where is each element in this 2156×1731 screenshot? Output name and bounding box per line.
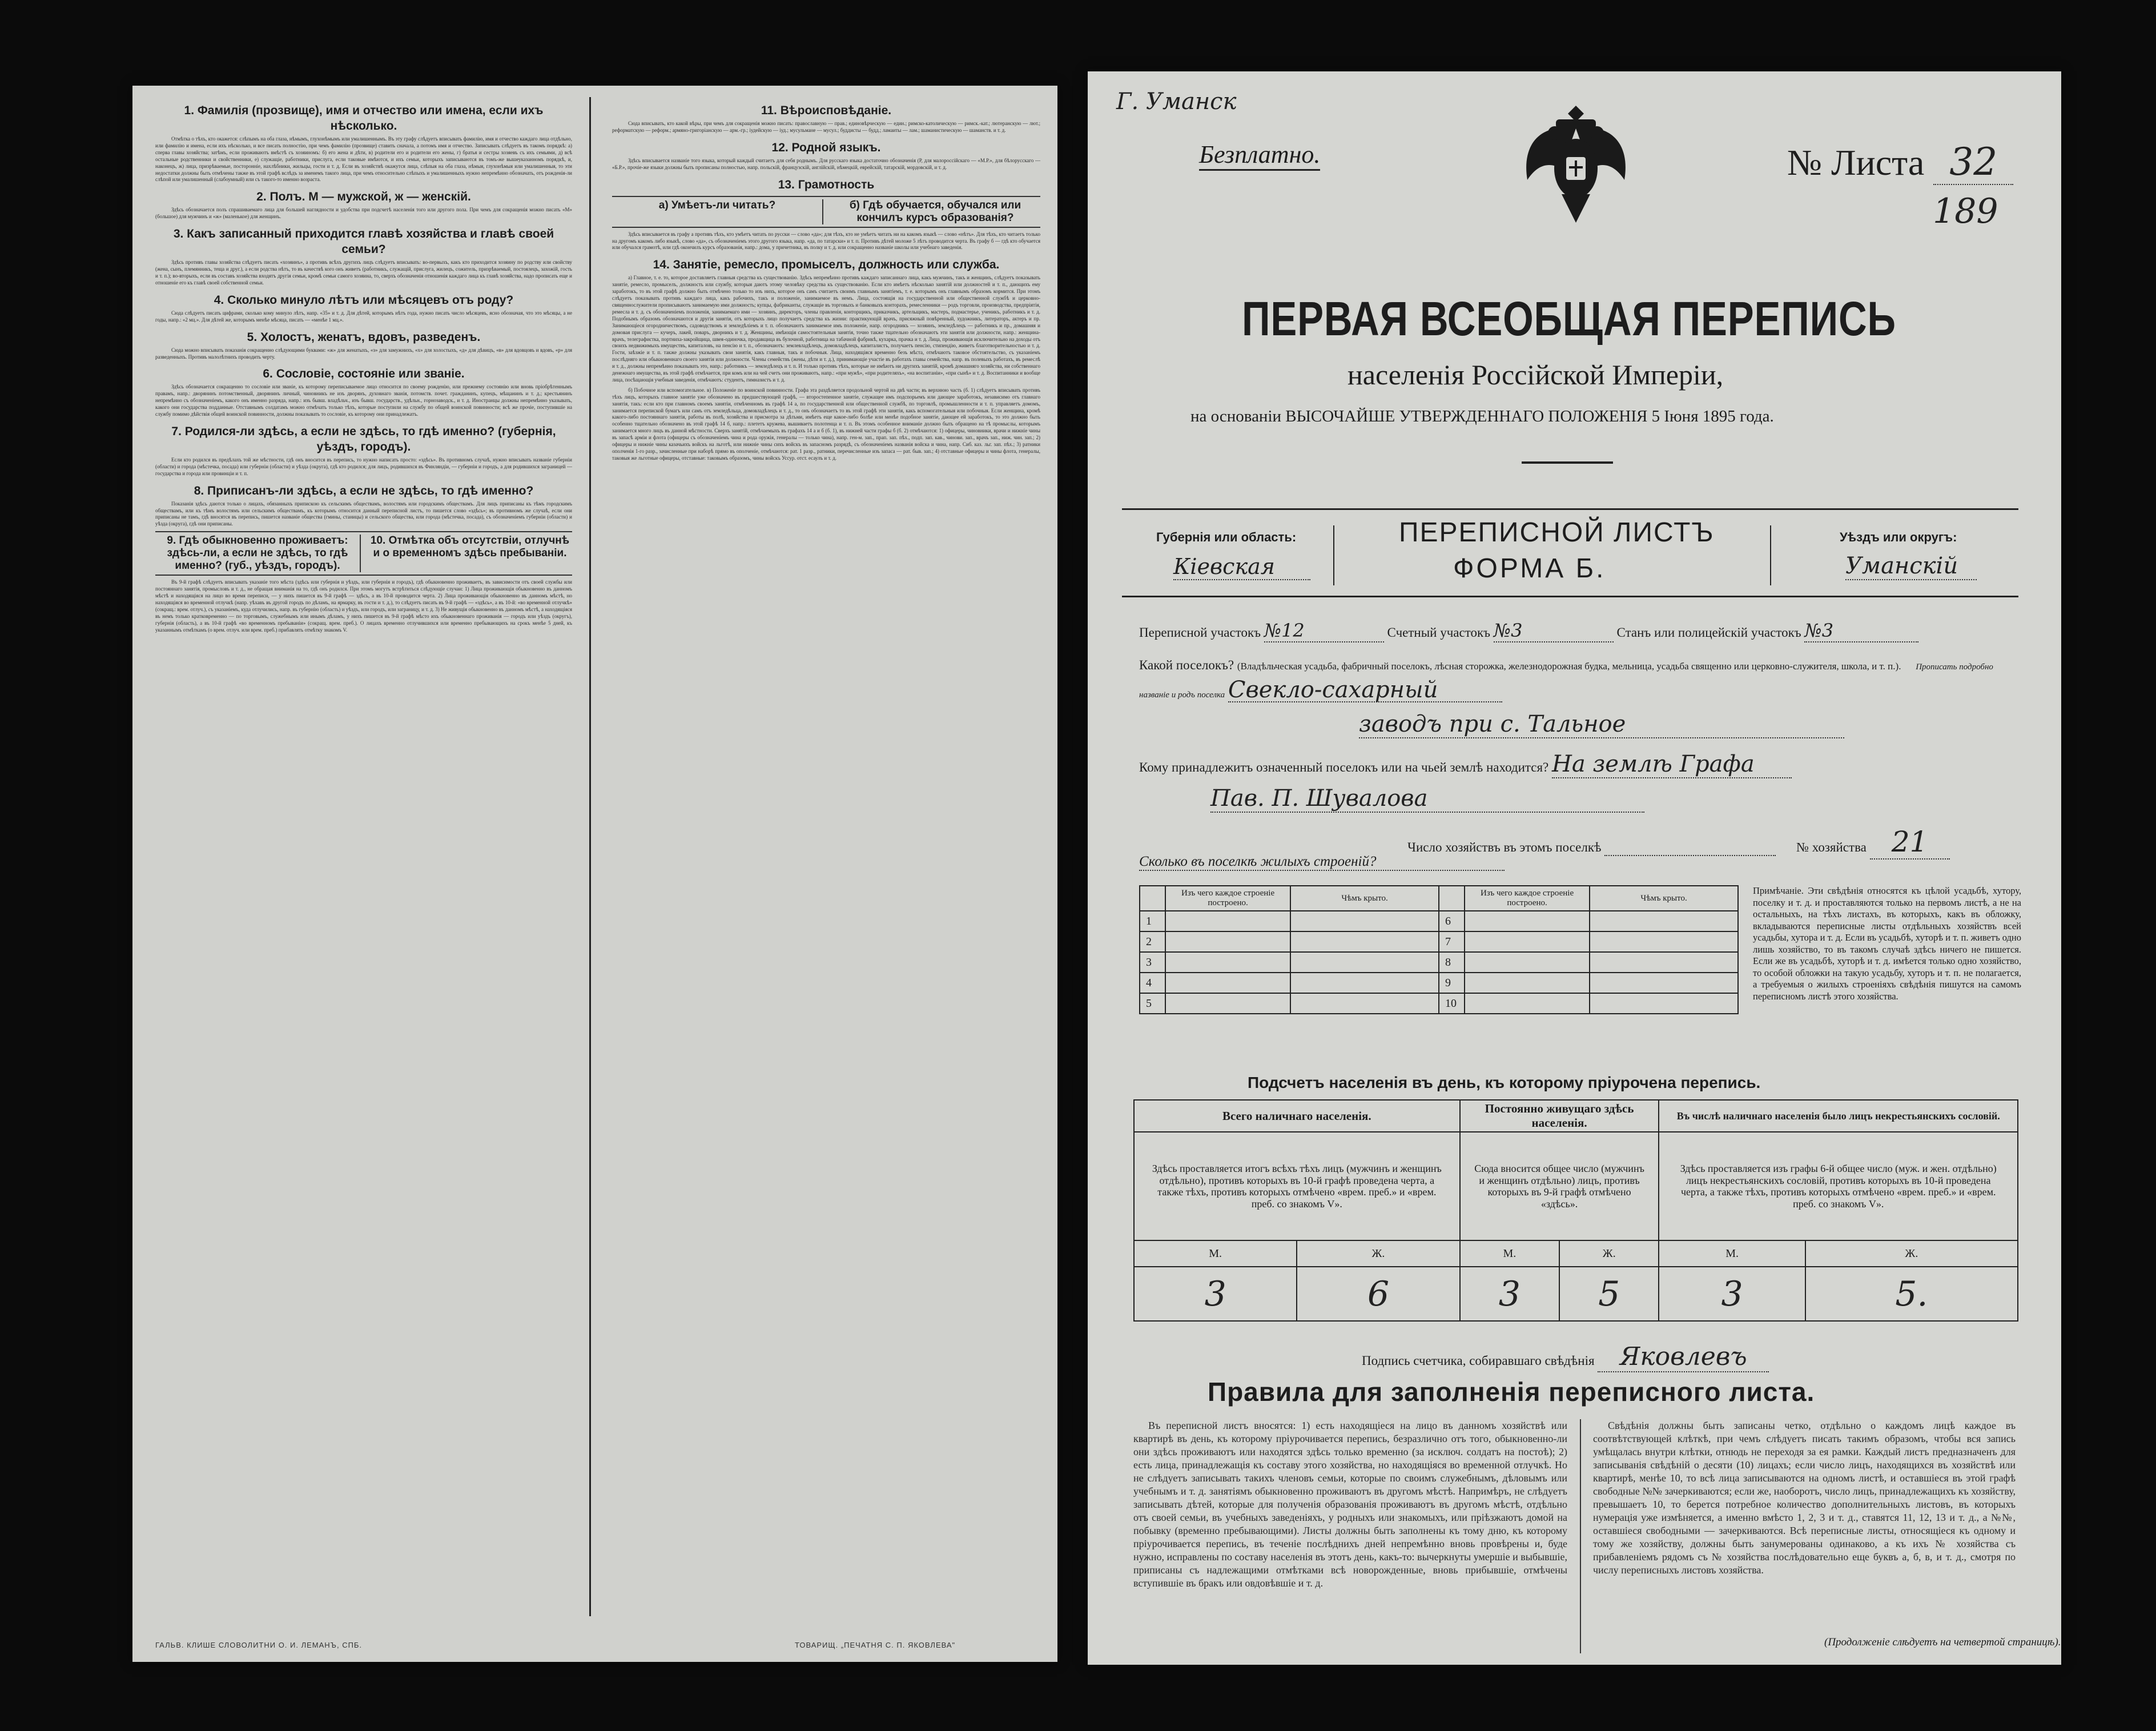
- stamp-number: 189: [1933, 191, 1998, 231]
- section-heading: 12. Родной языкъ.: [771, 140, 881, 154]
- left-page-instructions: [132, 86, 1057, 1662]
- section-heading: 4. Сколько минуло лѣтъ или мѣсяцевъ отъ роду?: [214, 293, 514, 307]
- row-number: 9: [1439, 973, 1465, 993]
- continued-note: (Продолженіе слѣдуетъ на четвертой страницѣ).: [1824, 1636, 2061, 1648]
- m-label: М.: [1460, 1240, 1559, 1267]
- section-text: Здѣсь противъ главы хозяйства слѣдуетъ писать «хозяинъ», а противъ всѣхъ другихъ лицъ слѣдуетъ вписывать: во-первыхъ, какъ кто приходится хозяину по родству или свойству (жена, сынъ, племянникъ, теща и друг.), а если родства нѣтъ, то въ качествѣ кого онъ живетъ (работникъ, служащій, прислуга, жилецъ, сожитель, призрѣваемый, постоялецъ, захожій, гость и т. п.); во-вторыхъ, если въ составъ хозяйства входятъ другія семьи, кромѣ семьи самого хозяина, то, сверхъ обозначенія отношенія каждаго лица къ главѣ хозяйства, надо прописать еще и отношеніе его къ главѣ своей собственной семьи.: [155, 259, 572, 286]
- count-h2: Постоянно живущаго здѣсь населенія.: [1460, 1100, 1659, 1132]
- uezd-label: Уѣздъ или округъ:: [1840, 530, 1957, 544]
- uezd-box: [1770, 525, 2000, 585]
- uchastok-value: №12: [1264, 620, 1384, 642]
- poselok-value-2: заводъ при с. Тальное: [1359, 711, 1844, 738]
- split-heading-left: а) Умѣетъ-ли читать?: [612, 199, 823, 224]
- households-value: [1604, 840, 1776, 856]
- poselok-hint-2: Прописать подробно названіе и родъ поселка: [1139, 662, 1993, 700]
- rules-left-column: Въ переписной листъ вносятся: 1) есть находящіеся на лицо въ данномъ хозяйствѣ или квартирѣ въ день, къ которому пріурочивается перепись, безразлично отъ того, обыкновенно-ли они здѣсь проживаютъ или находятся здѣсь только временно (за исключ. солдатъ на постоѣ); 2) есть лица, принадлежащія къ составу этого хозяйства, но находящіяся во временной отлучкѣ. Но не слѣдуетъ записывать такихъ членовъ семьи, которые по своимъ служебнымъ, дѣловымъ или учебнымъ и т. д. занятіямъ обыкновенно проживаютъ въ другомъ мѣстѣ. Напримѣръ, не слѣдуетъ записывать дѣтей, которые для полученія образованія проживаютъ въ другомъ мѣстѣ, отдѣльно отъ своей семьи, въ учебныхъ заведеніяхъ, у родныхъ или знакомыхъ, или пріѣзжаютъ домой на побывку (временно пребывающими). Листы должны быть заполнены къ тому дню, къ которому пріурочивается перепись, въ теченіе послѣднихъ дней непремѣнно вновь провѣрены и, буде нужно, исправлены по составу населенія въ этотъ день, какъ-то: вычеркнуты умершіе и выбывшіе, приписаны съ надлежащими отмѣтками всѣ новорожденные, вновь прибывшіе, отмѣчены вступившіе въ бракъ или овдовѣвшіе и т. д.: [1133, 1420, 1567, 1589]
- rules-divider: [1580, 1419, 1581, 1653]
- section-heading: 1. Фамилія (прозвище), имя и отчество или имена, если ихъ нѣсколько.: [184, 104, 544, 132]
- count-d3: Здѣсь проставляется изъ графы 6-й общее число (муж. и жен. отдѣльно) лицъ некрестьянскихъ сословій, противъ которыхъ въ 10-й проведена черта, а также тѣхъ, противъ которыхъ отмѣчено «врем. преб.» и «врем. преб. со знакомъ V».: [1659, 1132, 2018, 1240]
- count-h1: Всего наличнаго населенія.: [1134, 1100, 1460, 1132]
- buildings-h2-right: Чѣмъ крыто.: [1590, 886, 1738, 911]
- count-value: 3: [1460, 1267, 1559, 1321]
- row-number: 2: [1140, 931, 1165, 952]
- household-no-value: 21: [1870, 825, 1950, 860]
- section-heading: 13. Грамотность: [778, 178, 875, 191]
- gubernia-box: [1122, 525, 1334, 585]
- split-heading-left: 9. Гдѣ обыкновенно проживаетъ: здѣсь-ли, а если не здѣсь, то гдѣ именно? (губ., уѣздъ, городъ).: [155, 535, 361, 572]
- uezd-value: Уманскій: [1845, 553, 1977, 580]
- row-number: 10: [1439, 993, 1465, 1014]
- section-text: Здѣсь обозначается сокращенно то сословіе или званіе, къ которому переписываемое лицо относится по своему рожденію, или прежнему состоянію или вновь пріобрѣтеннымъ правамъ, напр.: дворянинъ потомственный, дворянинъ личный, чиновникъ не изъ дворянъ, духовнаго званія, потомств. почет. гражданинъ, купецъ, мѣщанинъ и т. д.; крестьянинъ непремѣнно съ обозначеніемъ, какого онъ именно разряда, напр.: изъ бывш. владѣльч., изъ бывш. государств., удѣльн., горнозаводск., и т. д. Иностранцы должны непремѣнно указывать, какого они государства подданные. Отставнымъ солдатамъ можно отмѣчать только тѣхъ, которые поступили на службу по общей воинской повинности; всѣ же прочіе, поступившіе на службу помимо дѣйствія общей воинской повинности, должны показывать то сословіе, къ которому они принадлежатъ.: [155, 384, 572, 417]
- buildings-note: Примѣчаніе. Эти свѣдѣнія относятся къ цѣлой усадьбѣ, хутору, поселку и т. д. и проставляются только на первомъ листѣ, а не на остальныхъ, на тѣхъ листахъ, въ которыхъ, какъ въ обложку, вкладываются переписные листы отдѣльныхъ хозяйствъ всей усадьбы, хутора и т. д. Если въ усадьбѣ, хуторѣ и т. п. живетъ одно лишь хозяйство, то въ такомъ случаѣ здѣсь ничего не пишется. Если же въ усадьбѣ, хуторѣ и т. д. имѣется только одно хозяйство, то особой обложки на такую усадьбу, хуторъ и т. п. не полагается, а требуемыя о жилыхъ строеніяхъ свѣдѣнія пишутся на самомъ переписномъ листѣ этого хозяйства.: [1753, 885, 2021, 1002]
- section-text: Сюда можно вписывать показанія сокращенно слѣдующими буквами: «ж» для женатыхъ, «з» для замужнихъ, «х» для холостыхъ, «д» для дѣвицъ, «в» для вдовцовъ и вдовъ, «р» для разведенныхъ. Противъ малолѣтнихъ проводить черту.: [155, 347, 572, 360]
- row-number: 6: [1439, 911, 1465, 931]
- signature-label: Подпись счетчика, собиравшаго свѣдѣнія: [1362, 1354, 1595, 1368]
- buildings-table: [1139, 885, 1739, 1014]
- section-text: Если кто родился въ предѣлахъ той же мѣстности, гдѣ онъ вносится въ перепись, то нужно написать просто: «здѣсь». Въ противномъ случаѣ, нужно вписывать названіе губерніи (области) и города (мѣстечка, посада) или губерніи (области) и уѣзда (округа), гдѣ кто родился; для лицъ, родившихся въ Финляндіи, — губерніи и городъ, а для родившихся заграницей — государства и города или провинціи и т. п.: [155, 456, 572, 476]
- buildings-question: Сколько въ поселкѣ жилыхъ строеній?: [1139, 854, 1505, 871]
- title-separator: [1522, 461, 1613, 464]
- count-d1: Здѣсь проставляется итогъ всѣхъ тѣхъ лицъ (мужчинъ и женщинъ отдѣльно), противъ которыхъ въ 10-й графѣ проведена черта, а также тѣхъ, противъ которыхъ отмѣчено «врем. преб.» и «врем. преб. со знакомъ V».: [1134, 1132, 1460, 1240]
- split-heading-right: 10. Отмѣтка объ отсутствіи, отлучнѣ и о временномъ здѣсь пребываніи.: [370, 535, 570, 560]
- count-title: Подсчетъ населенія въ день, къ которому пріурочена перепись.: [1248, 1074, 1761, 1091]
- count-value: 6: [1297, 1267, 1459, 1321]
- count-h3: Въ числѣ наличнаго населенія было лицъ некрестьянскихъ сословій.: [1659, 1100, 2018, 1132]
- table-row: [1140, 911, 1738, 931]
- column-divider: [589, 97, 591, 1616]
- buildings-h2: Чѣмъ крыто.: [1290, 886, 1439, 911]
- section-heading: 2. Полъ. М — мужской, ж — женскій.: [256, 190, 471, 204]
- sheet-number-value: 32: [1933, 140, 2013, 185]
- section-heading: 3. Какъ записанный приходится главѣ хозяйства и главѣ своей семьи?: [173, 227, 554, 256]
- m-label: М.: [1659, 1240, 1805, 1267]
- section-text: Здѣсь обозначается полъ спрашиваемаго лица для большей наглядности и удобства при подсчетѣ населенія того или другого пола. При чемъ для сокращенія можно писать «М» (большое) для мужчинъ и «ж» (маленькое) для женщинъ.: [155, 207, 572, 220]
- schet-value: №3: [1494, 620, 1614, 642]
- poselok-value-1: Свекло-сахарный: [1228, 678, 1502, 702]
- stan-value: №3: [1804, 620, 1918, 642]
- split-heading-right: б) Гдѣ обучается, обучался или кончилъ курсъ образованія?: [849, 199, 1021, 224]
- split-heading: [612, 196, 1040, 228]
- section-text: Здѣсь вписывается названіе того языка, который каждый считаетъ для себя роднымъ. Для русскаго языка достаточно обозначенія (Р, для малороссійскаго — «М.Р.», для бѣлорусскаго — «Б.Р.», прочіе-же языки должны быть прописаны полностью, напр. польскій, французскій, англійскій, нѣмецкій, еврейскій, татарскій, мордовскій, и т. д.: [612, 157, 1040, 170]
- zh-label: Ж.: [1559, 1240, 1659, 1267]
- section-text: б) Побочное или вспомогательное. в) Положеніе по воинской повинности. Графа эта раздѣляется продольной чертой на двѣ части; въ верхнюю часть (б. 1) слѣдуетъ вписывать противъ тѣхъ лицъ, которыхъ главное занятіе уже обозначено въ предшествующей графѣ, — второстепенное занятіе, служащее имъ подспорьемъ или дающее заработокъ, независимо отъ главнаго занятія, такъ: если кто при главномъ своемъ занятіи, отмѣченномъ въ графѣ 14 а, по государственной или общественной службѣ, по торговлѣ, промышленности и т. п. управляетъ домомъ, занимается перепиской бумагъ или самъ отъ земледѣльца, домовладѣлецъ и т. д., то онъ обозначаетъ то въ этой графѣ эти занятія, какъ вспомогательныя или побочныя. Если женщина, кромѣ какого-либо постояннаго занятія, работы въ полѣ, хозяйства и присмотра за дѣтьми, имѣетъ еще какое-либо болѣе или менѣе подобное занятіе, дающее ей заработокъ, то это должно быть особенно тщательно обозначено въ этой графѣ 14 б, напр.: плететъ кружева, вышиваетъ полотенца и т. п. Въ этомъ особенное вниманіе должно быть обращено на тѣ промыслы, которымъ занимается много лицъ въ данной мѣстности. Сверхъ занятій, отмѣчаемыхъ въ графахъ 14 а и б (б. 1), въ нижней части графы б (б. 2) отмѣчаются: 1) офицеры, чиновники, врачи и нижніе чины въ запасѣ арміи и флота (офицеры съ обозначеніемъ чина и рода оружія, генералы — только чина), напр. ген-м. зап., прап. зап. пѣх., подп. зап. кав., чинови. зап., врачъ зап., ниж. чин. зап.; 2) офицеры и нижніе чины казачьихъ войскъ на льготѣ, или нижніе чины сихъ войскъ въ запасномъ разрядѣ, съ обозначеніемъ названія войска и чина, напр. Сиб. каз. льг. зап. пѣх.; 3) ратники ополченія 1-го разр., зачисленные при наборѣ прямо въ ополченіе, отмѣчаются: рат. 1 разр., ратники, перечисленные изъ запаса — рат. быв. зап.; 4) отставные офицеры и чины флота, генералы, таковыя же льготные офицеры, отставные: таковымъ образомъ, чины войскъ Уссур. отст. есаулъ и т. д.: [612, 387, 1040, 461]
- poselok-question: [1139, 654, 2018, 706]
- split-heading: [155, 531, 572, 576]
- instructions-column-2: [612, 97, 1040, 1662]
- household-no-label: № хозяйства: [1796, 840, 1867, 854]
- signature-value: Яковлевъ: [1598, 1342, 1769, 1372]
- buildings-table-header: [1140, 886, 1738, 911]
- signature-row: [1362, 1342, 1769, 1372]
- row-number: 5: [1140, 993, 1165, 1014]
- owner-value-1: На землѣ Графа: [1552, 751, 1792, 778]
- row-number: 8: [1439, 952, 1465, 973]
- row-number: 3: [1140, 952, 1165, 973]
- section-heading: 11. Вѣроисповѣданіе.: [761, 104, 892, 117]
- rules-title: Правила для заполненія переписного листа.: [1208, 1377, 1815, 1407]
- owner-value-2: Пав. П. Шувалова: [1210, 785, 1644, 813]
- section-heading: 6. Сословіе, состояніе или званіе.: [263, 367, 465, 381]
- rules-right-column: Свѣдѣнія должны быть записаны четко, отдѣльно о каждомъ лицѣ каждое въ соотвѣтствующей клѣткѣ, при чемъ слѣдуетъ писать такимъ образомъ, чтобы вся запись умѣщалась внутри клѣтки, отнюдь не переходя за ея рамки. Каждый листъ предназначенъ для записыванія свѣдѣній о десяти (10) лицахъ; если число лицъ, находящихся въ хозяйствѣ или квартирѣ, менѣе 10, то всѣ лица записываются на одномъ листѣ, и оставшіеся въ этой графѣ свободные №№ зачеркиваются; если же, наоборотъ, число лицъ, принадлежащихъ къ хозяйству, превышаетъ 10, то берется потребное количество дополнительныхъ листовъ, въ которыхъ нумерація уже измѣняется, а именно вмѣсто 1, 2, 3 и т. д., ставятся 11, 12, 13 и т. д., а №№, оставшіеся свободными — зачеркиваются. Всѣ переписные листы, относящіеся къ одному и тому же хозяйству, должны быть занумерованы одинаково, а къ ихъ № хозяйства съ прибавленіемъ рядомъ съ № хозяйства послѣдовательно еще буквъ а, б, в, и т. д., смотря по числу переписныхъ листовъ хозяйства.: [1593, 1420, 2016, 1576]
- row-number: 4: [1140, 973, 1165, 993]
- stan-label: Станъ или полицейскій участокъ: [1616, 625, 1801, 640]
- count-d2: Сюда вносится общее число (мужчинъ и женщинъ отдѣльно) лицъ, противъ которыхъ въ 9-й графѣ отмѣчено «здѣсь».: [1460, 1132, 1659, 1240]
- section-text: Отмѣтка о тѣхъ, кто окажется: слѣпымъ на оба глаза, нѣмымъ, глухонѣмымъ или умалишеннымъ. Въ эту графу слѣдуетъ вписывать фамилію, имя и отчество каждаго лица отдѣльно, или фамилію и имена, если ихъ нѣсколько, и все писать полностію, при чемъ фамилію (прозвище) ставить сначала, а потомъ имя и отчество. Записывать слѣдуетъ въ такомъ порядкѣ: а) сперва главы хозяйства; затѣмъ, если проживаютъ вмѣстѣ съ хозяиномъ: б) его жена и дѣти, в) родители его и родители его жены, г) братья и сестры хозяевъ съ ихъ семьями, д) всѣ остальные родственники и свойственники, е) служащіе, работники, прислуга, если таковые имѣются, и ихъ семьи, которыхъ записываются въ томъ-же вышеуказанномъ порядкѣ, и, наконецъ, ж) лица, призрѣваемые, посторонніе, нахлѣбники, жильцы, гости и т. д. Если въ хозяйствѣ окажутся лица, слѣпыя на оба глаза, нѣмыя, глухонѣмыя или умалишенныя, то эти недостатки должны быть отмѣчены также въ этой графѣ вслѣдъ за именемъ такого лица, при чемъ относительно слѣпыхъ и умалишенныхъ нужно непремѣнно обозначать, отъ рожденія-ли слѣпой или умалишенный (слабоумный) или съ такого-то именно возраста.: [155, 136, 572, 183]
- schet-label: Счетный участокъ: [1387, 625, 1491, 640]
- count-value: 5: [1559, 1267, 1659, 1321]
- buildings-h1: Изъ чего каждое строеніе построено.: [1165, 886, 1290, 911]
- sheet-number-field: [1787, 140, 2013, 185]
- m-label: М.: [1134, 1240, 1297, 1267]
- poselok-hint: (Владѣльческая усадьба, фабричный поселокъ, лѣсная сторожка, железнодорожная будка, мельница, усадьба священно или церковно-служителя, школа, и т. п.).: [1237, 661, 1901, 672]
- section-heading: 8. Приписанъ-ли здѣсь, а если не здѣсь, то гдѣ именно?: [194, 484, 534, 497]
- buildings-h1-right: Изъ чего каждое строеніе построено.: [1465, 886, 1590, 911]
- section-text: а) Главное, т. е. то, которое доставляетъ главныя средства къ существованію. Здѣсь непремѣнно противъ каждаго записаннаго лица, какъ мужчинъ, такъ и женщинъ, слѣдуетъ показывать занятіе, ремесло, промыселъ, должность или службу, которыя даютъ этому человѣку средства къ существованію. Если кто имѣетъ нѣсколько занятій или должностей и т. п., дающихъ ему заработокъ, то въ этой графѣ должно быть отмѣчено только то изъ нихъ, которое онъ самъ считаетъ своимъ главнымъ занятіемъ, т. е. которымъ онъ главнымъ образомъ кормится. При этомъ слѣдуетъ показывать противъ каждаго лица, какъ рабочихъ, такъ и положеніе, занимаемое въ немъ. Лица, состоящія на государственной или общественной службѣ и церковно-священнослужители прописываютъ занимаемую ими должность; купцы, фабриканты, служащіе въ торговыхъ и банковыхъ конторахъ, ремесленники — родъ торговли, производства, предпріятія, ремесла и т. д. съ обозначеніемъ положенія, занимаемаго ими — хозяинъ, директоръ, члены правленія, конторщикъ, приказчикъ, артельщикъ, мастеръ, подмастерье, ученикъ, работникъ и т. д. Подобнымъ образомъ обозначаются и другія занятія, отъ которыхъ лицо получаетъ средства къ жизни: практикующій врачъ, присяжный повѣренный, художникъ, литераторъ, актеръ и пр. Занимающіеся огородничествомъ, садоводствомъ и земледѣліемъ и т. п. обозначаютъ занимаемое имъ положеніе, напр. огородникъ — хозяинъ, земледѣлецъ — работникъ и пр., домашняя и домовая прислуга — кучеръ, лакей, поваръ, дворникъ и т. д. Женщины, имѣющія самостоятельныя занятія, точно также тщательно обозначаютъ эти занятія или должности, напр.: женщина-врачъ, телеграфистка, портниха-закройщица, швея-одиночка, продавщица въ булочной, работница на табачной фабрикѣ, кухарка, прачка и т. д. Лица, проживающія исключительно на доходы отъ своихъ недвижимыхъ имуществъ, капиталовъ, на пенсію и т. п., обозначаютъ: землевладѣлецъ, домовладѣлецъ, капиталистъ, получаетъ пенсію, стипендію, живетъ благотворительностью и т. д. Гости, заѣзжіе и т. п. также должны указывать свои занятія, какъ главныя, такъ и побочныя. Лица, находящіяся временно безъ мѣста, отмѣчаютъ таковое обстоятельство, съ указаніемъ послѣдняго или обыкновеннаго своего занятія или должности. Члены семействъ (жены, дѣти и т. д.), принимающіе участіе въ работахъ главы семейства, напр. въ полевыхъ работахъ, въ ремеслѣ и т. д., должны непремѣнно показывать это, напр.: работникъ — земледѣлецъ и т. п. И только противъ тѣхъ, которые не имѣютъ ни другихъ занятій, кромѣ домашняго хозяйства, ни собственнаго денежнаго имущества, въ этой графѣ отмѣчается, при комъ или на чей счетъ они проживаютъ, напр.: «при мужѣ», «при родителяхъ», «на воспитаніи», «при сынѣ» и т. д. Воспитанники и вообще лица, посѣщающія учебныя заведенія, отмѣчаютъ: студентъ, гимназистъ и т. д.: [612, 275, 1040, 383]
- table-row: [1140, 931, 1738, 952]
- section-text: Сюда вписывать, кто какой вѣры, при чемъ для сокращенія можно писать: православную — прав.; единовѣрческую — един.; римско-католическую — римск.-кат.; лютеранскую — лют.; реформатскую — реформ.; армяно-григоріанскую — арм.-гр.; іудейскую — іуд.; мусульмане — мусул.; буддисты — будд.; ламаиты — лам.; шаманистическую — шаманств. и т. д.: [612, 121, 1040, 133]
- form-main-title: ПЕРВАЯ ВСЕОБЩАЯ ПЕРЕПИСЬ: [1242, 292, 1896, 346]
- count-value: 3: [1134, 1267, 1297, 1321]
- section-text: Сюда слѣдуетъ писать цифрами, сколько кому минуло лѣтъ, напр. «35» и т. д. Для дѣтей, которымъ нѣтъ года, нужно писать число мѣсяцевъ, ясно обозначая, что это мѣсяцы, а не годы, напр.: «2 мц.». Для дѣтей же, которымъ менѣе мѣсяца, писать — «менѣе 1 мц.».: [155, 310, 572, 323]
- row-number: 1: [1140, 911, 1165, 931]
- form-title-2: ФОРМА Б.: [1453, 553, 1606, 584]
- free-label: Безплатно.: [1199, 140, 1320, 171]
- poselok-label: Какой поселокъ?: [1139, 658, 1234, 672]
- count-value: 5.: [1805, 1267, 2018, 1321]
- gubernia-value: Кіевская: [1173, 554, 1310, 580]
- imprint-left: ГАЛЬВ. КЛИШЕ СЛОВОЛИТНИ О. И. ЛЕМАНЪ, СПБ.: [155, 1641, 363, 1649]
- households-label: Число хозяйствъ въ этомъ поселкѣ: [1407, 840, 1602, 854]
- row-number: 7: [1439, 931, 1465, 952]
- section-text: Здѣсь вписывается въ графу а противъ тѣхъ, кто умѣетъ читать по русски — слово «да»; для тѣхъ, кто не умѣетъ читать ни на какомъ языкѣ — слово «нѣтъ». Для тѣхъ, кто читаетъ только на другомъ какомъ либо языкѣ, слово «да», съ обозначеніемъ этого другого языка, напр. «да, по татарски» и т. п. Противъ дѣтей моложе 5 лѣтъ проводится черта. Въ графу б — гдѣ кто обучается или обучался грамотѣ, или гдѣ окончилъ курсъ образованія, напр.: дома, у причетника, въ полку и т. д. или сокращенно названіе школы или учебнаго заведенія.: [612, 231, 1040, 251]
- instructions-column-1: [155, 97, 572, 1662]
- imprint-right: ТОВАРИЩ. „ПЕЧАТНЯ С. П. ЯКОВЛЕВА": [795, 1641, 956, 1649]
- table-row: [1140, 973, 1738, 993]
- imperial-eagle-icon: [1516, 100, 1636, 226]
- sheet-number-label: № Листа: [1787, 142, 1925, 183]
- corner-note: Г. Уманск: [1116, 89, 1237, 115]
- gubernia-label: Губернія или область:: [1156, 530, 1297, 544]
- section-heading: 14. Занятіе, ремесло, промыселъ, должность или служба.: [653, 258, 1000, 272]
- owner-label: Кому принадлежитъ означенный поселокъ или на чьей землѣ находится?: [1139, 760, 1549, 774]
- form-subtitle: населенія Россійской Имперіи,: [1348, 359, 1724, 391]
- form-title-1: ПЕРЕПИСНОЙ ЛИСТЪ: [1399, 517, 1715, 548]
- table-row: [1140, 993, 1738, 1014]
- section-text: Показанія здѣсь даются только о лицахъ, обязанныхъ припискою къ сельскимъ обществамъ, волостямъ или городскимъ обществамъ. Для лицъ приписаны къ тѣмъ городскимъ обществамъ, или къ тѣмъ волостямъ или сельскимъ обществамъ, къ которымъ относится данный переписной листъ, то пишется слово «здѣсь»; въ противномъ же случаѣ, если они приписаны не тамъ, гдѣ вносятся въ перепись, пишется названіе общества (гмины, станицы) и сельского общества, или города (мѣстечка, посада), съ обозначеніемъ губерніи (области) и уѣзда (округа), гдѣ они приписаны.: [155, 500, 572, 527]
- count-value: 3: [1659, 1267, 1805, 1321]
- owner-question: [1139, 751, 1792, 778]
- population-count-table: [1133, 1099, 2018, 1322]
- form-basis-line: на основаніи ВЫСОЧАЙШЕ УТВЕРЖДЕННАГО ПОЛОЖЕНІЯ 5 Іюня 1895 года.: [1190, 407, 1774, 425]
- census-district-row: [1139, 620, 1918, 642]
- section-heading: 5. Холостъ, женатъ, вдовъ, разведенъ.: [247, 330, 481, 344]
- table-row: [1140, 952, 1738, 973]
- uchastok-label: Переписной участокъ: [1139, 625, 1261, 640]
- section-heading: 7. Родился-ли здѣсь, а если не здѣсь, то гдѣ именно? (губернія, уѣздъ, городъ).: [171, 424, 556, 453]
- zh-label: Ж.: [1297, 1240, 1459, 1267]
- right-page-census-form: [1088, 71, 2061, 1665]
- section-text: Въ 9-й графѣ слѣдуетъ вписывать указаніе того мѣста (здѣсь или губернія и уѣздъ, или губернія и городъ), гдѣ обыкновенно проживаетъ, въ зависимости отъ своей службы или постояннаго занятія, промысловъ и т. д., не обращая вниманія на то, гдѣ онъ родился. При этомъ могутъ встрѣтиться слѣдующіе случаи: 1) Лица проживающія обыкновенно въ данномъ мѣстѣ и находящіяся на лицо во время переписи, — у нихъ пишется въ 9-й графѣ — здѣсь, а въ 10-й проводится черта. 2) Лица проживающія обыкновенно въ данномъ мѣстѣ, но находящіяся во временной отлучкѣ (напр. уѣхавъ въ другой городъ по дѣламъ, на ярмарку, въ гости и т. д.), то слѣдуетъ писать въ 9-й графѣ — «здѣсь», а въ 10-й: «во временной отлучкѣ» (сокращ.: врем. отлуч.), съ указаніемъ, куда отлучились, напр. въ губернію (область) и уѣздъ, или городъ, или заграницу, и т. д. 3) Не живущія обыкновенно въ данномъ мѣстѣ, а находящіяся въ немъ только кратковременно — по торговымъ, служебнымъ или инымъ дѣламъ, у нихъ пишется въ 9-й графѣ мѣсто ихъ обыкновеннаго проживанія — городъ или уѣздъ (округъ), губернія (область), а въ 10-й графѣ «во временномъ пребываніи» (сокращ. врем. преб.). О лицахъ временно отлучившихся или временно пребывающихъ на срокъ менѣе 5 дней, къ указаннымъ отмѣткамъ (о врем. отлуч. или врем. преб.) прибавлять отмѣтку знакомъ V.: [155, 579, 572, 633]
- zh-label: Ж.: [1805, 1240, 2018, 1267]
